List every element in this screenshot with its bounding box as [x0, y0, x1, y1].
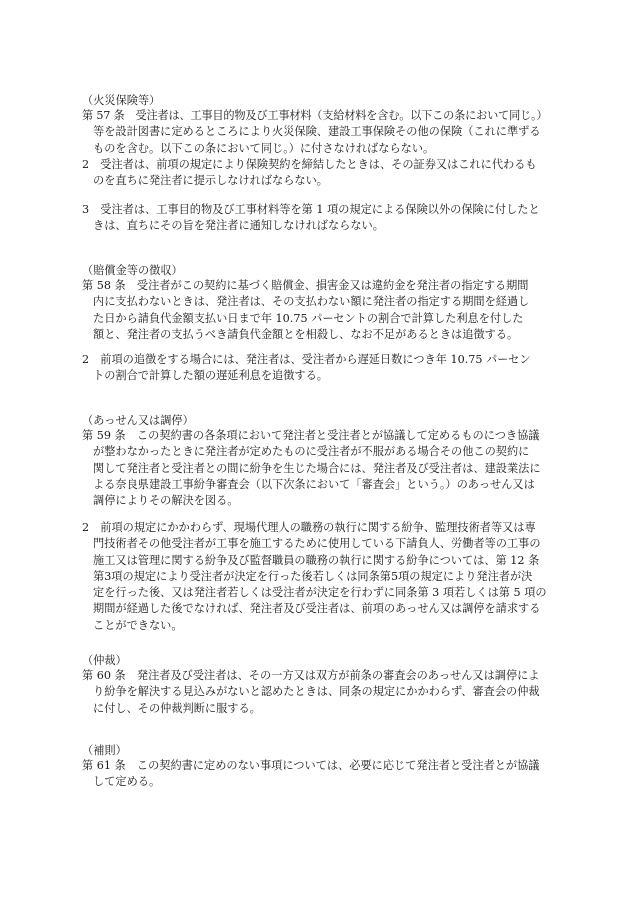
text-line: 第 57 条 受注者は、工事目的物及び工事材料（支給材料を含む。以下この条において同じ。） — [82, 109, 548, 122]
article-60-heading: （仲裁） — [82, 654, 127, 667]
text-line: よる奈良県建設工事紛争審査会（以下次条において「審査会」という。）のあっせん又は — [93, 477, 535, 491]
article-58-paragraph-1 — [82, 278, 550, 343]
text-line: に付し、その仲裁判断に服する。 — [93, 701, 261, 715]
text-line: ことができない。 — [93, 618, 183, 632]
text-line: 2 前項の追徴をする場合には、発注者は、受注者から遅延日数につき年 10.75 パーセン — [82, 353, 531, 366]
text-line: 定を行った後、又は発注者若しくは受注者が決定を行わずに同条第 3 項若しくは第 5 項の — [93, 586, 547, 600]
text-line: 第 59 条 この契約書の各条項において発注者と受注者とが協議して定めるものにつき協議 — [82, 429, 540, 442]
text-line: 期間が経過した後でなければ、発注者及び受注者は、前項のあっせん又は調停を請求する — [93, 602, 541, 616]
article-57-paragraph-2 — [82, 157, 550, 190]
article-57-paragraph-1 — [82, 108, 550, 157]
text-line: 第3項の規定により受注者が決定を行った後若しくは同条第5項の規定により発注者が決 — [93, 569, 533, 583]
text-line: きは、直ちにその旨を発注者に通知しなければならない。 — [93, 219, 384, 233]
article-58-paragraph-2 — [82, 352, 550, 385]
article-59-paragraph-1 — [82, 428, 550, 509]
text-line: り紛争を解決する見込みがないと認めたときは、同条の規定にかかわらず、審査会の仲裁 — [93, 685, 540, 699]
text-line: ものを含む。以下この条において同じ。）に付さなければならない。 — [93, 141, 435, 155]
article-60-paragraph-1 — [82, 668, 550, 717]
text-line: が整わなかったときに発注者が定めたものに受注者が不服がある場合その他この契約に — [93, 445, 530, 459]
text-line: た日から請負代金額支払い日まで年 10.75 パーセントの割合で計算した利息を付した — [93, 311, 524, 325]
text-line: 2 前項の規定にかかわらず、現場代理人の職務の執行に関する紛争、監理技術者等又は専 — [82, 521, 536, 534]
text-line: 施工又は管理に関する紛争及び監督職員の職務の執行に関する紛争については、第 12 条 — [93, 553, 540, 567]
article-61-paragraph-1 — [82, 758, 550, 791]
text-line: 調停によりその解決を図る。 — [93, 494, 239, 508]
text-line: 額と、発注者の支払うべき請負代金額とを相殺し、なお不足があるときは追徴する。 — [93, 327, 519, 341]
text-line: 関して発注者と受注者との間に紛争を生じた場合には、発注者及び受注者は、建設業法に — [93, 461, 541, 475]
text-line: 第 58 条 受注者がこの契約に基づく賠償金、損害金又は違約金を発注者の指定する期間 — [82, 279, 529, 292]
text-line: して定める。 — [93, 775, 161, 789]
text-line: 等を設計図書に定めるところにより火災保険、建設工事保険その他の保険（これに準ずる — [93, 125, 541, 139]
article-61-heading: （補則） — [82, 744, 127, 757]
text-line: のを直ちに発注者に提示しなければならない。 — [93, 174, 328, 188]
text-line: 2 受注者は、前項の規定により保険契約を締結したときは、その証券又はこれに代わるも — [82, 158, 537, 171]
article-57-heading: （火災保険等） — [82, 94, 161, 107]
article-59-heading: （あっせん又は調停） — [82, 414, 194, 427]
article-58-heading: （賠償金等の徴収） — [82, 264, 183, 277]
text-line: トの割合で計算した額の遅延利息を追徴する。 — [93, 369, 328, 383]
text-line: 第 61 条 この契約書に定めのない事項については、必要に応じて発注者と受注者とが協議 — [82, 759, 540, 772]
text-line: 内に支払わないときは、発注者は、その支払わない額に発注者の指定する期間を経過し — [93, 295, 530, 309]
article-57-paragraph-3 — [82, 202, 550, 235]
text-line: 第 60 条 発注者及び受注者は、その一方又は双方が前条の審査会のあっせん又は調停によ — [82, 669, 540, 682]
article-59-paragraph-2 — [82, 520, 550, 634]
text-line: 門技術者その他受注者が工事を施工するために使用している下請負人、労働者等の工事の — [93, 537, 541, 551]
text-line: 3 受注者は、工事目的物及び工事材料等を第 1 項の規定による保険以外の保険に付したと — [82, 203, 540, 216]
